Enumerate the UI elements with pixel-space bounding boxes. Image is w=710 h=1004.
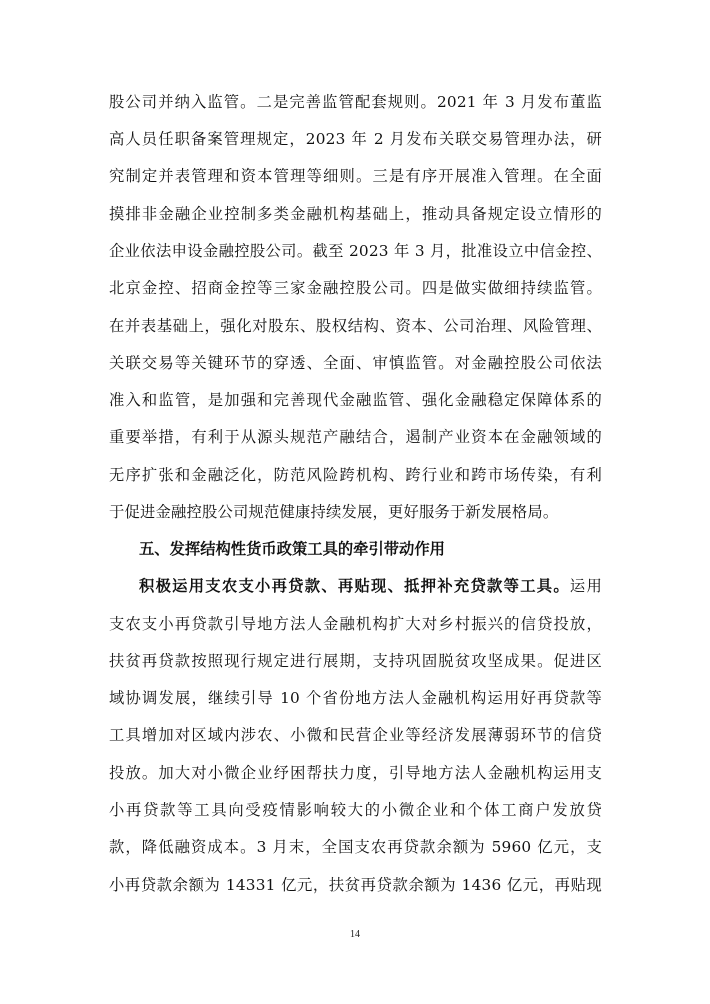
- paragraph-line: 支农支小再贷款引导地方法人金融机构扩大对乡村振兴的信贷投放，: [109, 615, 602, 633]
- paragraph-line: 扶贫再贷款按照现行规定进行展期，支持巩固脱贫攻坚成果。促进区: [109, 652, 602, 670]
- paragraph-line: 款，降低融资成本。3 月末，全国支农再贷款余额为 5960 亿元，支: [109, 838, 602, 856]
- paragraph-line: 投放。加大对小微企业纾困帮扶力度，引导地方法人金融机构运用支: [109, 764, 602, 782]
- section-heading: 五、发挥结构性货币政策工具的牵引带动作用: [139, 540, 445, 558]
- page-number: 14: [350, 929, 360, 940]
- paragraph-line: 北京金控、招商金控等三家金融控股公司。四是做实做细持续监管。: [109, 279, 602, 297]
- paragraph-line: 究制定并表管理和资本管理等细则。三是有序开展准入管理。在全面: [109, 167, 602, 185]
- paragraph-line: 股公司并纳入监管。二是完善监管配套规则。2021 年 3 月发布董监: [109, 93, 602, 111]
- paragraph-line: 于促进金融控股公司规范健康持续发展，更好服务于新发展格局。: [109, 503, 559, 521]
- paragraph-line: 工具增加对区域内涉农、小微和民营企业等经济发展薄弱环节的信贷: [109, 726, 602, 744]
- paragraph-line: 准入和监管，是加强和完善现代金融监管、强化金融稳定保障体系的: [109, 391, 602, 409]
- paragraph-line: 关联交易等关键环节的穿透、全面、审慎监管。对金融控股公司依法: [109, 354, 602, 372]
- paragraph-line: 小再贷款余额为 14331 亿元，扶贫再贷款余额为 1436 亿元，再贴现: [109, 876, 602, 894]
- paragraph-line: 摸排非金融企业控制多类金融机构基础上，推动具备规定设立情形的: [109, 205, 602, 223]
- paragraph-line: 小再贷款等工具向受疫情影响较大的小微企业和个体工商户发放贷: [109, 801, 602, 819]
- paragraph-first-line: [139, 572, 602, 600]
- paragraph-line: 在并表基础上，强化对股东、股权结构、资本、公司治理、风险管理、: [109, 317, 602, 335]
- paragraph-lead-bold: 积极运用支农支小再贷款、再贴现、抵押补充贷款等工具。: [139, 577, 570, 595]
- paragraph-lead-rest: 运用: [569, 577, 602, 595]
- paragraph-line: 重要举措，有利于从源头规范产融结合，遏制产业资本在金融领域的: [109, 428, 602, 446]
- paragraph-line: 无序扩张和金融泛化，防范风险跨机构、跨行业和跨市场传染，有利: [109, 466, 602, 484]
- paragraph-line: 企业依法申设金融控股公司。截至 2023 年 3 月，批准设立中信金控、: [109, 242, 602, 260]
- paragraph-line: 高人员任职备案管理规定，2023 年 2 月发布关联交易管理办法，研: [109, 130, 602, 148]
- paragraph-line: 域协调发展，继续引导 10 个省份地方法人金融机构运用好再贷款等: [109, 689, 602, 707]
